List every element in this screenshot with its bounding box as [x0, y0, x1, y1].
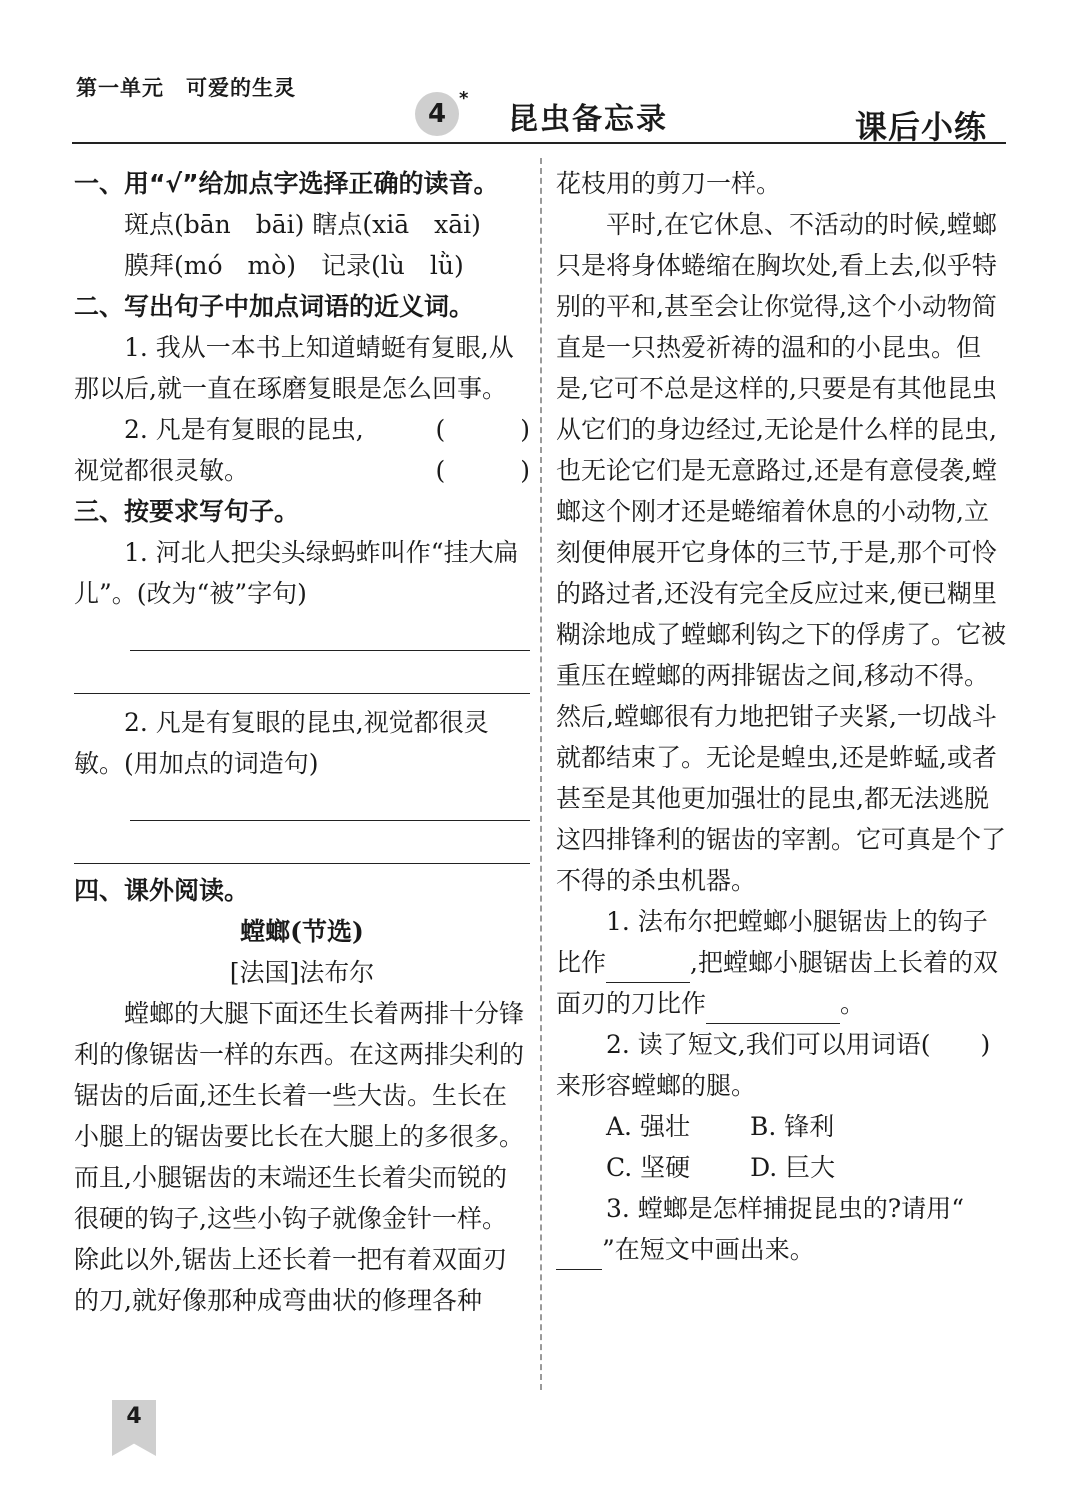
- reading-question-3-text-b: ”在短文中画出来。: [602, 1235, 815, 1264]
- question-1-title: 一、用“√”给加点字选择正确的读音。: [74, 169, 499, 198]
- reading-question-1-text-a: 1. 法布尔把螳螂小腿锯齿上的钩子比作: [556, 907, 988, 977]
- lesson-star-mark: *: [459, 88, 469, 109]
- question-2-item-2-text: 2. 凡是有复眼的昆虫,视觉都很灵敏。: [74, 415, 364, 485]
- page-number: 4: [126, 1404, 142, 1429]
- lesson-title: 昆虫备忘录: [508, 102, 668, 137]
- question-3-item-1: 1. 河北人把尖头绿蚂蚱叫作“挂大扁儿”。(改为“被”字句): [74, 538, 519, 608]
- options-row-2: [556, 1147, 1008, 1188]
- question-4-title: 四、课外阅读。: [74, 876, 250, 905]
- option-d[interactable]: D. 巨大: [750, 1153, 836, 1182]
- reading-question-1: [556, 901, 1008, 1024]
- reading-paragraph-1-end: 花枝用的剪刀一样。: [556, 169, 782, 198]
- question-1-row-2: 膜拜(mó mò) 记录(lù lǜ): [124, 251, 464, 280]
- reading-paragraph-1: 螳螂的大腿下面还生长着两排十分锋利的像锯齿一样的东西。在这两排尖利的锯齿的后面,还生长着一些大齿。生长在小腿上的锯齿要比长在大腿上的多很多。而且,小腿锯齿的末端还生长着尖而锐的很硬的钩子,这些小钩子就像金针一样。除此以外,锯齿上还长着一把有着双面刃的刀,就好像那种成弯曲状的修理各种: [74, 999, 525, 1315]
- fill-blank[interactable]: [706, 995, 840, 1024]
- options-row-1: [556, 1106, 1008, 1147]
- unit-label: 第一单元 可爱的生灵: [76, 76, 296, 100]
- right-column: [556, 163, 1008, 1270]
- reading-question-2: 2. 读了短文,我们可以用词语( )来形容螳螂的腿。: [556, 1030, 991, 1100]
- answer-paren[interactable]: ( ): [435, 456, 530, 485]
- lesson-number-badge: [415, 92, 459, 136]
- reading-question-3: [556, 1188, 1008, 1270]
- question-3-item-2: 2. 凡是有复眼的昆虫,视觉都很灵敏。(用加点的词造句): [74, 708, 489, 778]
- option-c[interactable]: C. 坚硬: [606, 1153, 691, 1182]
- answer-line[interactable]: [74, 693, 530, 694]
- reading-question-1-text-c: 。: [840, 989, 866, 1018]
- practice-label: 课后小练: [855, 108, 988, 146]
- question-1-row-1: 斑点(bān bāi) 瞎点(xiā xāi): [124, 210, 481, 239]
- answer-paren[interactable]: ( ): [435, 415, 530, 444]
- header-divider: [72, 142, 1006, 144]
- reading-question-3-text-a: 3. 螳螂是怎样捕捉昆虫的?请用“: [606, 1194, 964, 1223]
- underline-sample: [556, 1241, 602, 1270]
- reading-author: [法国]法布尔: [229, 958, 375, 987]
- question-2-item-1: [74, 327, 530, 444]
- reading-paragraph-2: 平时,在它休息、不活动的时候,螳螂只是将身体蜷缩在胸坎处,看上去,似乎特别的平和,甚至会让你觉得,这个小动物简直是一只热爱祈祷的温和的小昆虫。但是,它可不总是这样的,只要是有其他昆虫从它们的身边经过,无论是什么样的昆虫,也无论它们是无意路过,还是有意侵袭,螳螂这个刚才还是蜷缩着休息的小动物,立刻便伸展开它身体的三节,于是,那个可怜的路过者,还没有完全反应过来,便已糊里糊涂地成了螳螂利钩之下的俘虏了。它被重压在螳螂的两排锯齿之间,移动不得。然后,螳螂很有力地把钳子夹紧,一切战斗就都结束了。无论是蝗虫,还是蚱蜢,或者甚至是其他更加强壮的昆虫,都无法逃脱这四排锋利的锯齿的宰割。它可真是个了不得的杀虫机器。: [556, 210, 1007, 895]
- option-a[interactable]: A. 强壮: [606, 1112, 690, 1141]
- question-2-title: 二、写出句子中加点词语的近义词。: [74, 292, 475, 321]
- left-column: [74, 163, 530, 1321]
- fill-blank[interactable]: [606, 954, 690, 983]
- reading-question-1-text-b: ,把螳螂小腿锯齿上长着的双面刃的刀比作: [556, 948, 998, 1018]
- answer-line[interactable]: [74, 863, 530, 864]
- lesson-number: 4: [427, 99, 447, 129]
- reading-title: 螳螂(节选): [240, 917, 364, 946]
- option-b[interactable]: B. 锋利: [749, 1112, 835, 1141]
- question-3-title: 三、按要求写句子。: [74, 497, 300, 526]
- column-divider: [540, 158, 542, 1390]
- question-2-item-1-text: 1. 我从一本书上知道蜻蜓有复眼,从那以后,就一直在琢磨复眼是怎么回事。: [74, 333, 514, 403]
